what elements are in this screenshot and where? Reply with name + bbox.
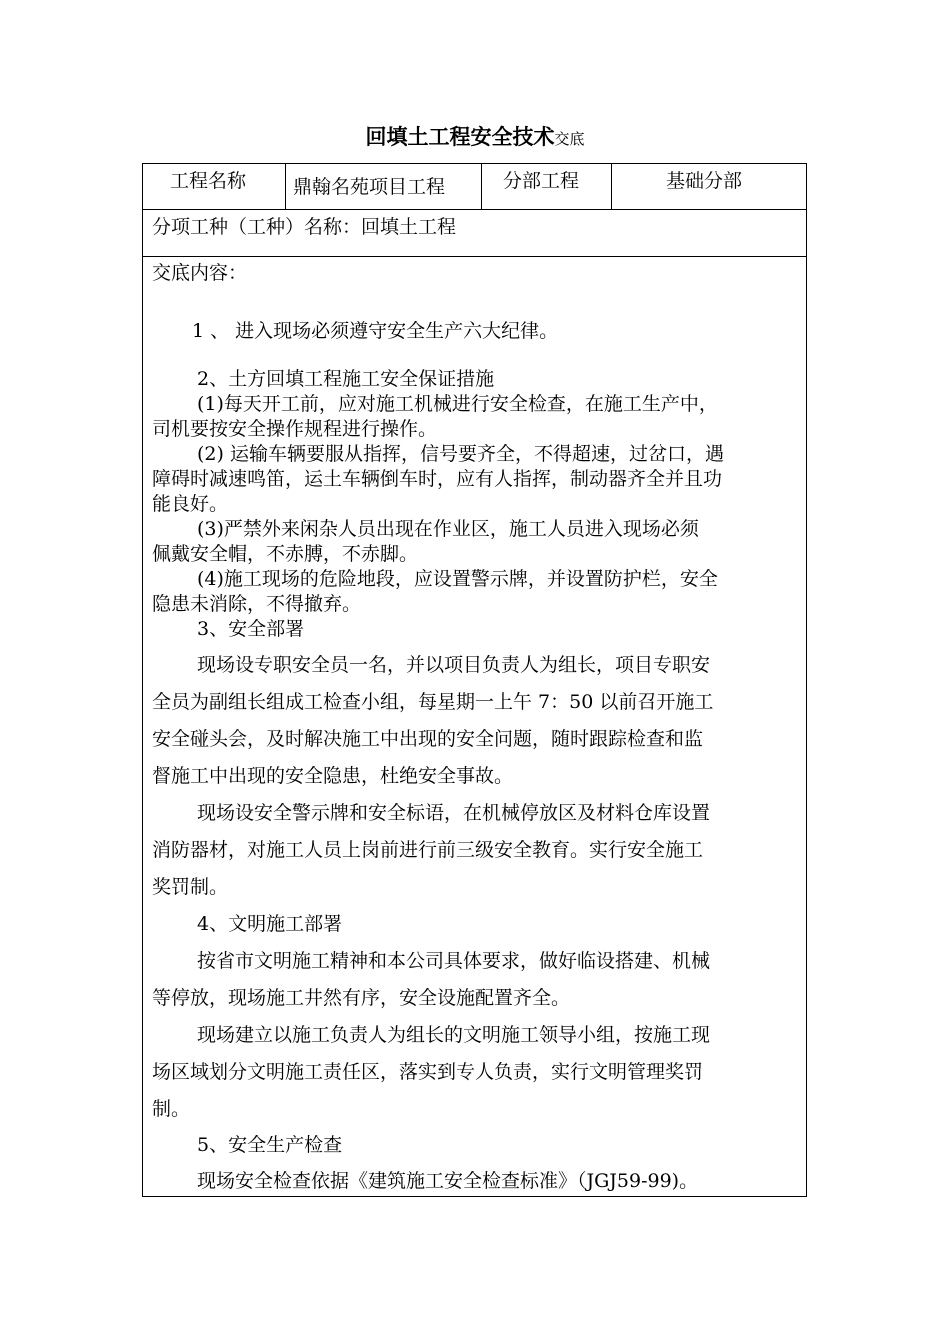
title-suffix: 交底 — [554, 130, 585, 148]
item-3-line: 现场设安全警示牌和安全标语，在机械停放区及材料仓库设置 — [197, 802, 711, 824]
col-divider-3 — [611, 164, 612, 210]
item-2-line: (2) 运输车辆要服从指挥，信号要齐全，不得超速，过岔口，遇 — [197, 443, 724, 465]
item-3-line: 奖罚制。 — [152, 876, 229, 898]
item-2-line: 佩戴安全帽，不赤膊，不赤脚。 — [152, 543, 419, 565]
item-4-line: 现场建立以施工负责人为组长的文明施工领导小组，按施工现 — [197, 1024, 711, 1046]
row-divider-2 — [143, 256, 806, 257]
project-name-value: 鼎翰名苑项目工程 — [293, 176, 446, 198]
item-4-line: 按省市文明施工精神和本公司具体要求，做好临设搭建、机械 — [197, 950, 711, 972]
col-divider-1 — [285, 164, 286, 210]
item-3-line: 现场设专职安全员一名，并以项目负责人为组长，项目专职安 — [197, 654, 711, 676]
item-3-line: 督施工中出现的安全隐患，杜绝安全事故。 — [152, 765, 514, 787]
item-2-heading: 2、土方回填工程施工安全保证措施 — [197, 368, 495, 390]
item-4-line: 场区域划分文明施工责任区，落实到专人负责，实行文明管理奖罚 — [152, 1061, 704, 1083]
content-label: 交底内容： — [152, 262, 248, 284]
item-5-heading: 5、安全生产检查 — [197, 1134, 343, 1156]
item-2-line: 司机要按安全操作规程进行操作。 — [152, 418, 438, 440]
col-divider-2 — [481, 164, 482, 210]
item-3-line: 全员为副组长组成工检查小组，每星期一上午 7：50 以前召开施工 — [152, 691, 714, 713]
project-name-label: 工程名称 — [170, 170, 247, 192]
item-1: 1 、 进入现场必须遵守安全生产六大纪律。 — [192, 320, 559, 342]
item-3-line: 安全碰头会，及时解决施工中出现的安全问题，随时跟踪检查和监 — [152, 728, 704, 750]
item-2-line: (3)严禁外来闲杂人员出现在作业区，施工人员进入现场必须 — [197, 518, 699, 540]
item-4-heading: 4、文明施工部署 — [197, 913, 343, 935]
item-2-line: 障碍时减速鸣笛，运土车辆倒车时，应有人指挥，制动器齐全并且功 — [152, 468, 723, 490]
division-label: 分部工程 — [503, 170, 580, 192]
item-2-line: 隐患未消除，不得撤弃。 — [152, 593, 362, 615]
item-2-line: (1)每天开工前，应对施工机械进行安全检查，在施工生产中， — [197, 393, 718, 415]
item-2-line: 能良好。 — [152, 493, 229, 515]
division-value: 基础分部 — [666, 170, 743, 192]
item-4-line: 制。 — [152, 1098, 191, 1120]
item-3-line: 消防器材，对施工人员上岗前进行前三级安全教育。实行安全施工 — [152, 839, 704, 861]
item-2-line: (4)施工现场的危险地段，应设置警示牌，并设置防护栏，安全 — [197, 568, 718, 590]
subitem-name: 分项工种（工种）名称：回填土工程 — [152, 216, 457, 238]
row-divider-1 — [143, 209, 806, 210]
item-5-line: 现场安全检查依据《建筑施工安全检查标准》（JGJ59-99)。 — [197, 1170, 699, 1192]
item-4-line: 等停放，现场施工井然有序，安全设施配置齐全。 — [152, 987, 571, 1009]
item-3-heading: 3、安全部署 — [197, 618, 305, 640]
document-title — [0, 122, 950, 154]
title-main: 回填土工程安全技术 — [365, 125, 555, 149]
disclosure-table — [142, 163, 807, 1197]
